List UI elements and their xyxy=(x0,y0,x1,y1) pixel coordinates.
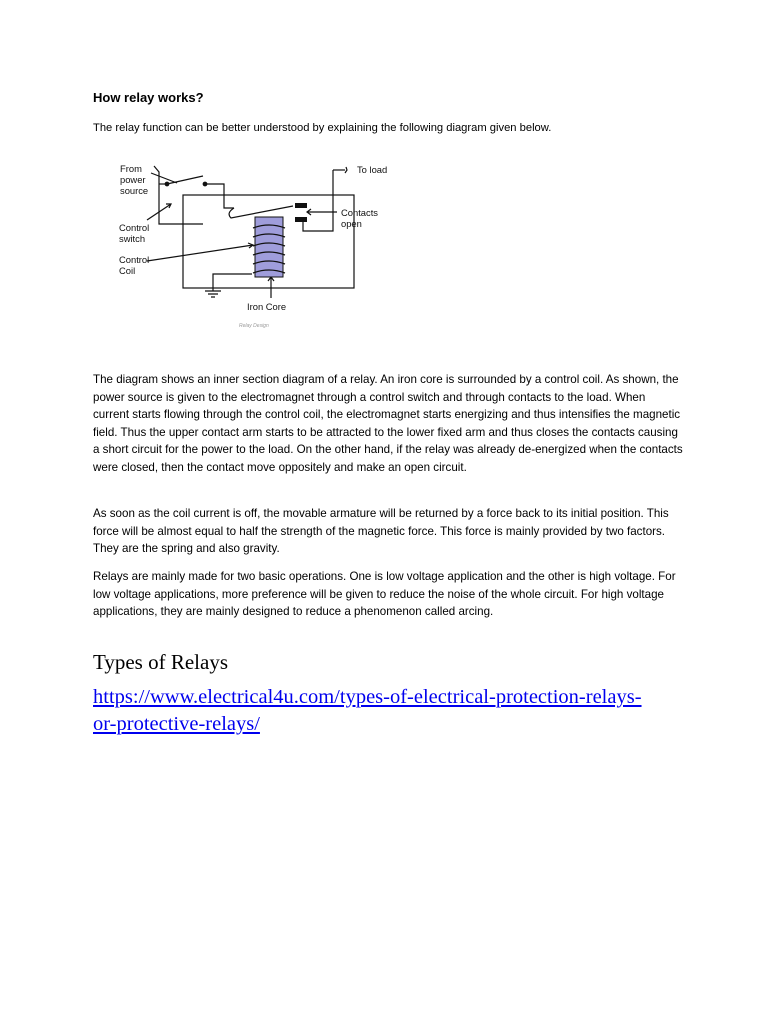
upper-contact xyxy=(295,203,307,208)
label-open: open xyxy=(341,218,362,229)
relay-diagram xyxy=(93,146,421,334)
lower-contact xyxy=(295,217,307,222)
label-iron-core: Iron Core xyxy=(247,301,287,312)
intro-text: The relay function can be better understood by explaining the following diagram given below. xyxy=(93,122,552,134)
types-of-relays-heading: Types of Relays xyxy=(93,650,229,674)
paragraph-coil-current-off: As soon as the coil current is off, the movable armature will be returned by a force back to its initial position. This force will be almost equal to half the strength of the magnetic force. This force is mainly provided by two factors. They are the spring and also gravity. xyxy=(93,507,669,556)
switch-pivot xyxy=(165,182,169,186)
label-control-switch-1: Control xyxy=(119,222,150,233)
label-control-coil-2: Coil xyxy=(119,265,136,276)
section-heading: How relay works? xyxy=(93,90,204,105)
label-source: source xyxy=(120,185,149,196)
label-to-load: To load xyxy=(357,164,388,175)
relay-diagram-svg xyxy=(93,146,421,334)
types-of-relays-link[interactable]: https://www.electrical4u.com/types-of-electrical-protection-relays-or-protective-relays/ xyxy=(93,686,642,735)
label-control-coil-1: Control xyxy=(119,254,150,265)
paragraph-diagram-explanation: The diagram shows an inner section diagram of a relay. An iron core is surrounded by a control coil. As shown, the power source is given to the electromagnet through a control switch and through contacts to the load. When current starts flowing through the control coil, the electromagnet starts energizing and thus intensifies the magnetic field. Thus the upper contact arm starts to be attracted to the lower fixed arm and thus closes the contacts causing a short circuit for the power to the load. On the other hand, if the relay was already de-energized when the contacts were closed, then the contact move oppositely and make an open circuit. xyxy=(93,373,683,474)
label-control-switch-2: switch xyxy=(119,233,146,244)
diagram-caption: Relay Design xyxy=(239,323,269,329)
paragraph-relay-operations: Relays are mainly made for two basic operations. One is low voltage application and the other is high voltage. For low voltage applications, more preference will be given to reduce the noise of the whole circuit. For high voltage applications, they are mainly designed to reduce a phenomenon called arcing. xyxy=(93,570,676,619)
label-power: power xyxy=(120,174,146,185)
label-contacts: Contacts xyxy=(341,207,378,218)
label-from: From xyxy=(120,163,142,174)
